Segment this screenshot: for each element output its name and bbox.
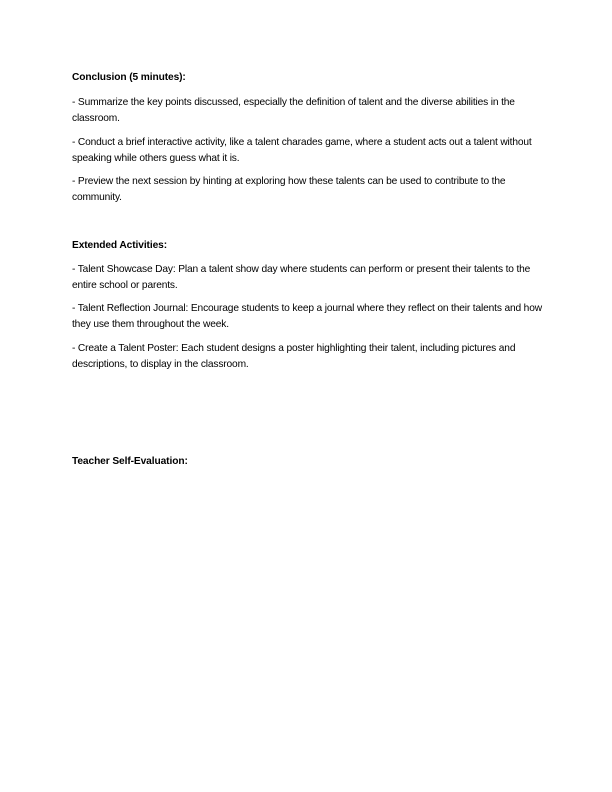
- conclusion-item-1: - Summarize the key points discussed, especially the definition of talent and the diverse abilities in the classroom.: [72, 97, 515, 124]
- conclusion-item-2: - Conduct a brief interactive activity, like a talent charades game, where a student acts out a talent without speaking while others guess what it is.: [72, 137, 532, 164]
- extended-activities-heading: Extended Activities:: [72, 240, 167, 251]
- conclusion-heading: Conclusion (5 minutes):: [72, 72, 186, 83]
- extended-item-3: - Create a Talent Poster: Each student designs a poster highlighting their talent, including pictures and descriptions, to display in the classroom.: [72, 343, 516, 370]
- conclusion-item-3: - Preview the next session by hinting at exploring how these talents can be used to contribute to the community.: [72, 176, 506, 203]
- extended-item-1: - Talent Showcase Day: Plan a talent show day where students can perform or present their talents to the entire school or parents.: [72, 264, 531, 291]
- teacher-self-evaluation-heading: Teacher Self-Evaluation:: [72, 456, 188, 467]
- extended-item-2: - Talent Reflection Journal: Encourage students to keep a journal where they reflect on their talents and how they use them throughout the week.: [72, 303, 542, 330]
